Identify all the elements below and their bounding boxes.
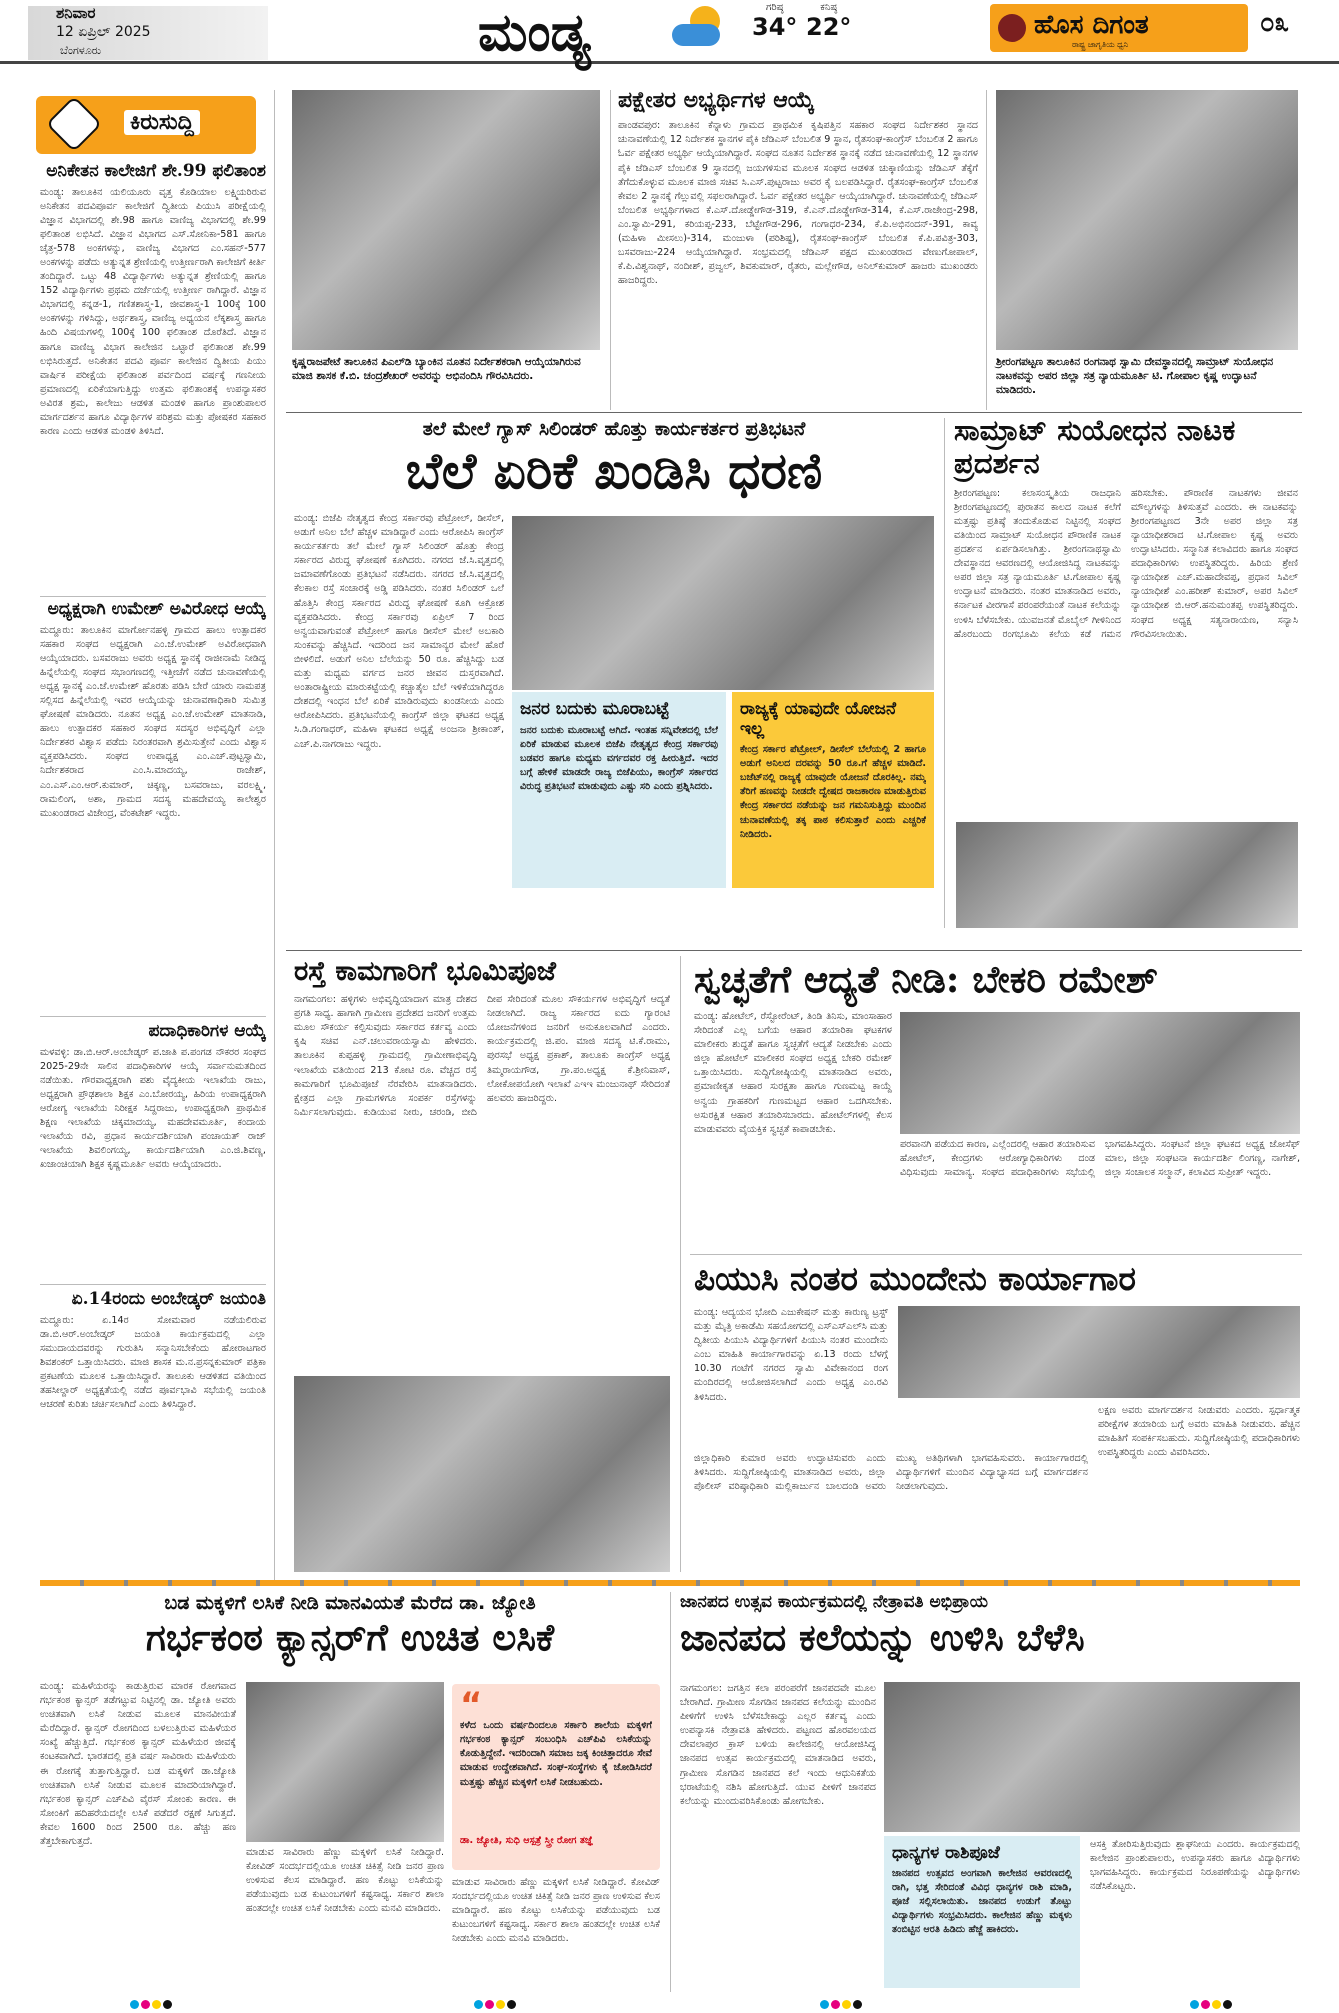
column-divider bbox=[670, 1592, 671, 1992]
clean-photo bbox=[900, 1012, 1300, 1134]
kiru-item bbox=[40, 1290, 266, 1546]
district-title: ಮಂಡ್ಯ bbox=[478, 2, 591, 63]
column-divider bbox=[986, 90, 987, 410]
kiru-item-body: ಮದ್ದೂರು: ಏ.14ರ ಸೋಮವಾರ ನಡೆಯಲಿರುವ ಡಾ.ಬಿ.ಆರ್.ಅಂಬೇಡ್ಕರ್ ಜಯಂತಿ ಕಾರ್ಯಕ್ರಮದಲ್ಲಿ ಎಲ್ಲಾ ಸಮುದಾಯದವರನ್ನು ಗುರುತಿಸಿ ಸನ್ಮಾನಿಸಬೇಕೆಂದು ಹೋರಾಟಗಾರ ಶಿವಶಂಕರ್ ಒತ್ತಾಯಿಸಿದರು. ಮಾಜಿ ಶಾಸಕ ಮ.ನ.ಪ್ರಸನ್ನಕುಮಾರ್ ಪತ್ರಿಕಾ ಪ್ರಕಟಣೆಯ ಮೂಲಕ ಒತ್ತಾಯಿಸಿದ್ದಾರೆ. ತಾಲೂಕು ಆಡಳಿತದ ವತಿಯಿಂದ ತಹಸೀಲ್ದಾರ್ ಅಧ್ಯಕ್ಷತೆಯಲ್ಲಿ ನಡೆದ ಪೂರ್ವಭಾವಿ ಸಭೆಯಲ್ಲಿ ಜಯಂತಿ ಆಚರಣೆ ಕುರಿತು ಚರ್ಚಿಸಲಾಗಿದೆ ಎಂದು ತಿಳಿಸಿದ್ದಾರೆ. bbox=[40, 1314, 266, 1411]
top-photo-1 bbox=[292, 90, 600, 350]
masthead-date: 12 ಏಪ್ರಿಲ್ 2025 bbox=[56, 24, 151, 40]
top-photo-1-caption: ಕೃಷ್ಣರಾಜಪೇಟೆ ತಾಲೂಕಿನ ಪಿಎಲ್‌ಡಿ ಬ್ಯಾಂಕಿನ ನೂತನ ನಿರ್ದೇಶಕರಾಗಿ ಆಯ್ಕೆಯಾಗಿರುವ ಮಾಜಿ ಶಾಸಕ ಕೆ.ಬಿ. ಚಂದ್ರಶೇಖರ್ ಅವರನ್ನು ಅಭಿನಂದಿಸಿ ಗೌರವಿಸಿದರು. bbox=[292, 355, 600, 383]
road-photo bbox=[294, 1376, 670, 1572]
print-dots bbox=[130, 1994, 174, 2013]
folk-body: ನಾಗಮಂಗಲ: ಜಗತ್ತಿನ ಕಲಾ ಪರಂಪರೆಗೆ ಜಾನಪದವೇ ಮೂಲ ಬೇರಾಗಿದೆ. ಗ್ರಾಮೀಣ ಸೊಗಡಿನ ಜಾನಪದ ಕಲೆಯನ್ನು ಮುಂದಿನ ಪೀಳಿಗೆಗೆ ಉಳಿಸಿ ಬೆಳೆಸಬೇಕಾದ್ದು ಎಲ್ಲರ ಕರ್ತವ್ಯ ಎಂದು ಉಪನ್ಯಾಸಕಿ ನೇತ್ರಾವತಿ ಹೇಳಿದರು. ಪಟ್ಟಣದ ಹೊರವಲಯದ ದೇವಲಾಪುರ ಕ್ರಾಸ್ ಬಳಿಯ ಕಾಲೇಜಿನಲ್ಲಿ ಆಯೋಜಿಸಿದ್ದ ಜಾನಪದ ಉತ್ಸವ ಕಾರ್ಯಕ್ರಮದಲ್ಲಿ ಮಾತನಾಡಿದ ಅವರು, ಗ್ರಾಮೀಣ ಸೊಗಡಿನ ಜಾನಪದ ಕಲೆ ಇಂದು ಆಧುನಿಕತೆಯ ಭರಾಟೆಯಲ್ಲಿ ನಶಿಸಿ ಹೋಗುತ್ತಿದೆ. ಯುವ ಪೀಳಿಗೆ ಜಾನಪದ ಕಲೆಯನ್ನು ಮುಂದುವರಿಸಿಕೊಂಡು ಹೋಗಬೇಕು. bbox=[680, 1683, 876, 1807]
kiru-item-body: ಮಳವಳ್ಳಿ: ಡಾ.ಬಿ.ಆರ್.ಅಂಬೇಡ್ಕರ್ ಪ.ಜಾತಿ ಪ.ಪಂಗಡ ನೌಕರರ ಸಂಘದ 2025-29ನೇ ಸಾಲಿನ ಪದಾಧಿಕಾರಿಗಳ ಆಯ್ಕೆ ಸರ್ವಾನುಮತದಿಂದ ನಡೆಯಿತು. ಗೌರವಾಧ್ಯಕ್ಷರಾಗಿ ಪಶು ವೈದ್ಯಕೀಯ ಇಲಾಖೆಯ ರಾಜು, ಅಧ್ಯಕ್ಷರಾಗಿ ಪ್ರೌಢಶಾಲಾ ಶಿಕ್ಷಕ ಎಂ.ಬೋರಯ್ಯ, ಹಿರಿಯ ಉಪಾಧ್ಯಕ್ಷರಾಗಿ ಆರೋಗ್ಯ ಇಲಾಖೆಯ ನಿರೀಕ್ಷಕ ಸಿದ್ದರಾಜು, ಉಪಾಧ್ಯಕ್ಷರಾಗಿ ಪ್ರಾಥಮಿಕ ಶಿಕ್ಷಣ ಇಲಾಖೆಯ ಚಿಕ್ಕಮಾದಯ್ಯ, ಮಹದೇವಮೂರ್ತಿ, ಕಂದಾಯ ಇಲಾಖೆಯ ರವಿ, ಪ್ರಧಾನ ಕಾರ್ಯದರ್ಶಿಯಾಗಿ ಪಂಚಾಯತ್ ರಾಜ್ ಇಲಾಖೆಯ ಶಿವಲಿಂಗಯ್ಯ, ಕಾರ್ಯದರ್ಶಿಯಾಗಿ ಎಂ.ಜಿ.ಶಿವಣ್ಣ, ಖಜಾಂಚಿಯಾಗಿ ಶಿಕ್ಷಕ ಕೃಷ್ಣಮೂರ್ತಿ ಅವರು ಆಯ್ಕೆಯಾದರು. bbox=[40, 1046, 266, 1171]
min-temp: ಕನಿಷ್ಠ 22° bbox=[806, 2, 852, 41]
puc-headline: ಪಿಯುಸಿ ನಂತರ ಮುಂದೇನು ಕಾರ್ಯಾಗಾರ bbox=[694, 1259, 1136, 1298]
top-story bbox=[618, 88, 978, 419]
protest-photo bbox=[512, 516, 934, 690]
clean-headline: ಸ್ವಚ್ಛತೆಗೆ ಆದ್ಯತೆ ನೀಡಿ: ಬೇಕರಿ ರಮೇಶ್ bbox=[694, 957, 1158, 1001]
kiru-item-body: ಮದ್ದೂರು: ತಾಲೂಕಿನ ಮಾರ್ಗೋನಹಳ್ಳಿ ಗ್ರಾಮದ ಹಾಲು ಉತ್ಪಾದಕರ ಸಹಕಾರ ಸಂಘದ ಅಧ್ಯಕ್ಷರಾಗಿ ಎಂ.ಜೆ.ಉಮೇಶ್ ಅವಿರೋಧವಾಗಿ ಆಯ್ಕೆಯಾದರು. ಬಸವರಾಜು ಅವರು ಅಧ್ಯಕ್ಷ ಸ್ಥಾನಕ್ಕೆ ರಾಜೀನಾಮೆ ನೀಡಿದ್ದ ಹಿನ್ನೆಲೆಯಲ್ಲಿ ಸಂಘದ ಸಭಾಂಗಣದಲ್ಲಿ ಇತ್ತೀಚೆಗೆ ನಡೆದ ಚುನಾವಣೆಯಲ್ಲಿ ಅಧ್ಯಕ್ಷ ಸ್ಥಾನಕ್ಕೆ ಎಂ.ಜೆ.ಉಮೇಶ್ ಹೊರತು ಪಡಿಸಿ ಬೇರೆ ಯಾರು ನಾಮಪತ್ರ ಸಲ್ಲಿಸದ ಹಿನ್ನೆಲೆಯಲ್ಲಿ ಇವರ ಆಯ್ಕೆಯನ್ನು ಚುನಾವಣಾಧಿಕಾರಿ ಸುಮಿತ್ರ ಘೋಷಣೆ ಮಾಡಿದರು. ನೂತನ ಅಧ್ಯಕ್ಷ ಎಂ.ಜೆ.ಉಮೇಶ್ ಮಾತನಾಡಿ, ಹಾಲು ಉತ್ಪಾದಕರ ಸಹಕಾರ ಸಂಘದ ಸದಸ್ಯರ ಅಭಿವೃದ್ಧಿಗೆ ಎಲ್ಲಾ ನಿರ್ದೇಶಕರ ವಿಶ್ವಾಸ ಪಡೆದು ನಿರಂತರವಾಗಿ ಶ್ರಮಿಸುತ್ತೇನೆ ಎಂದು ವಿಶ್ವಾಸ ವ್ಯಕ್ತಪಡಿಸಿದರು. ಸಂಘದ ಉಪಾಧ್ಯಕ್ಷ ಎಂ.ಎಚ್.ಪುಟ್ಟಸ್ವಾಮಿ, ನಿರ್ದೇಶಕರಾದ ಎಂ.ಸಿ.ಮಾದಯ್ಯ, ರಾಜೇಶ್, ಎಂ.ಎಸ್.ಎಂ.ಆರ್.ಕುಮಾರ್, ಚಿಕ್ಕಣ್ಣ, ಬಸವರಾಜು, ವರಲಕ್ಷ್ಮಿ, ರಾಮಲಿಂಗ, ಅಶಾ, ಗ್ರಾಮದ ಸದಸ್ಯ ಮಹದೇವಯ್ಯ ಕಾಲೇಶ್ವರ ಮುಖಂಡರಾದ ವಿಜೇಂದ್ರ, ವೆಂಕಟೇಶ್ ಇದ್ದರು. bbox=[40, 624, 266, 819]
protest-headline: ಬೆಲೆ ಏರಿಕೆ ಖಂಡಿಸಿ ಧರಣಿ bbox=[405, 441, 823, 500]
cancer-body: ಮಂಡ್ಯ: ಮಹಿಳೆಯರನ್ನು ಕಾಡುತ್ತಿರುವ ಮಾರಕ ರೋಗವಾದ ಗರ್ಭಕಂಠ ಕ್ಯಾನ್ಸರ್ ತಡೆಗಟ್ಟುವ ನಿಟ್ಟಿನಲ್ಲಿ ಡಾ. ಜ್ಯೋತಿ ಅವರು ಉಚಿತವಾಗಿ ಲಸಿಕೆ ನೀಡುವ ಮೂಲಕ ಮಾನವೀಯತೆ ಮೆರೆದಿದ್ದಾರೆ. ಕ್ಯಾನ್ಸರ್ ರೋಗದಿಂದ ಬಳಲುತ್ತಿರುವ ಮಹಿಳೆಯರ ಸಂಖ್ಯೆ ಹೆಚ್ಚುತ್ತಿದೆ. ಗರ್ಭಕಂಠ ಕ್ಯಾನ್ಸರ್ ಮಹಿಳೆಯರ ಜೀವಕ್ಕೆ ಕಂಟಕವಾಗಿದೆ. ಭಾರತದಲ್ಲಿ ಪ್ರತಿ ವರ್ಷ ಸಾವಿರಾರು ಮಹಿಳೆಯರು ಈ ರೋಗಕ್ಕೆ ತುತ್ತಾಗುತ್ತಿದ್ದಾರೆ. ಬಡ ಮಕ್ಕಳಿಗೆ ಡಾ.ಜ್ಯೋತಿ ಉಚಿತವಾಗಿ ಲಸಿಕೆ ನೀಡುವ ಮೂಲಕ ಮಾದರಿಯಾಗಿದ್ದಾರೆ. ಗರ್ಭಕಂಠ ಕ್ಯಾನ್ಸರ್ ಎಚ್‌ಪಿವಿ ವೈರಸ್ ಸೋಂಕು ಕಾರಣ. ಈ ಸೋಂಕಿಗೆ ಹದಿಹರೆಯದಲ್ಲೇ ಲಸಿಕೆ ಪಡೆದರೆ ರಕ್ಷಣೆ ಸಿಗುತ್ತದೆ. ಕೇವಲ 1600 ರಿಂದ 2500 ರೂ. ಹೆಚ್ಚು ಹಣ ತೆತ್ತಬೇಕಾಗುತ್ತದೆ. bbox=[40, 1681, 236, 1848]
puc-body-end: ಲಕ್ಷಣ ಅವರು ಮಾರ್ಗದರ್ಶನ ನೀಡುವರು ಎಂದರು. ಸ್ಪರ್ಧಾತ್ಮಕ ಪರೀಕ್ಷೆಗಳ ತಯಾರಿಯ ಬಗ್ಗೆ ಅವರು ಮಾಹಿತಿ ನೀಡುವರು. ಹೆಚ್ಚಿನ ಮಾಹಿತಿಗೆ ಸಂಪರ್ಕಿಸಬಹುದು. ಸುದ್ದಿಗೋಷ್ಠಿಯಲ್ಲಿ ಪದಾಧಿಕಾರಿಗಳು ಉಪಸ್ಥಿತರಿದ್ದರು ಎಂದು ವಿವರಿಸಿದರು. bbox=[1098, 1405, 1300, 1459]
info-box-body: ಜನರ ಬದುಕು ಮೂರಾಬಟ್ಟೆ ಆಗಿದೆ. ಇಂತಹ ಸನ್ನಿವೇಶದಲ್ಲಿ ಬೆಲೆ ಏರಿಕೆ ಮಾಡುವ ಮೂಲಕ ಬಿಜೆಪಿ ನೇತೃತ್ವದ ಕೇಂದ್ರ ಸರ್ಕಾರವು ಬಡವರ ಹಾಗೂ ಮಧ್ಯಮ ವರ್ಗದವರ ರಕ್ತ ಹೀರುತ್ತಿದೆ. ಇದರ ಬಗ್ಗೆ ಹೇಳಿಕೆ ಮಾಡದೇ ರಾಜ್ಯ ಬಿಜೆಪಿಯು, ಕಾಂಗ್ರೆಸ್ ಸರ್ಕಾರದ ವಿರುದ್ಧ ಪ್ರತಿಭಟನೆ ಮಾಡುವುದು ಎಷ್ಟು ಸರಿ ಎಂದು ಪ್ರಶ್ನಿಸಿದರು. bbox=[520, 724, 718, 792]
kiru-item bbox=[40, 600, 266, 976]
folk-box-body: ಜಾನಪದ ಉತ್ಸವದ ಅಂಗವಾಗಿ ಕಾಲೇಜಿನ ಆವರಣದಲ್ಲಿ ರಾಗಿ, ಭತ್ತ ಸೇರಿದಂತೆ ವಿವಿಧ ಧಾನ್ಯಗಳ ರಾಶಿ ಮಾಡಿ, ಪೂಜೆ ಸಲ್ಲಿಸಲಾಯಿತು. ಜಾನಪದ ಉಡುಗೆ ತೊಟ್ಟು ವಿದ್ಯಾರ್ಥಿಗಳು ಸಂಭ್ರಮಿಸಿದರು. ಕಾಲೇಜಿನ ಹೆಣ್ಣು ಮಕ್ಕಳು ತಂಬಿಟ್ಟಿನ ಆರತಿ ಹಿಡಿದು ಹೆಜ್ಜೆ ಹಾಕಿದರು. bbox=[892, 1867, 1072, 1935]
puc-body: ಮಂಡ್ಯ: ಆದ್ಯಯನ ಭೋದಿ ಎಜುಕೇಷನ್ ಮತ್ತು ಕಾರುಣ್ಯ ಟ್ರಸ್ಟ್ ಮತ್ತು ಮೈತ್ರಿ ಅಕಾಡೆಮಿ ಸಹಯೋಗದಲ್ಲಿ ಎಸ್‌ಎಸ್‌ಎಲ್‌ಸಿ ಮತ್ತು ದ್ವಿತೀಯ ಪಿಯುಸಿ ವಿದ್ಯಾರ್ಥಿಗಳಿಗೆ ಪಿಯುಸಿ ನಂತರ ಮುಂದೇನು ಎಂಬ ಮಾಹಿತಿ ಕಾರ್ಯಾಗಾರವನ್ನು ಏ.13 ರಂದು ಬೆಳಗ್ಗೆ 10.30 ಗಂಟೆಗೆ ನಗರದ ಸ್ವಾಮಿ ವಿವೇಕಾನಂದ ರಂಗ ಮಂದಿರದಲ್ಲಿ ಆಯೋಜಿಸಲಾಗಿದೆ ಎಂದು ಅಧ್ಯಕ್ಷ ಎಂ.ರವಿ ತಿಳಿಸಿದರು. bbox=[694, 1307, 888, 1403]
hand-icon bbox=[46, 96, 103, 153]
print-dots bbox=[474, 1994, 518, 2013]
kiru-item-head: ಪದಾಧಿಕಾರಿಗಳ ಆಯ್ಕೆ bbox=[148, 1021, 266, 1041]
top-photo-2-caption: ಶ್ರೀರಂಗಪಟ್ಟಣ ತಾಲೂಕಿನ ರಂಗನಾಥ ಸ್ವಾಮಿ ದೇವಸ್ಥಾನದಲ್ಲಿ ಸಾಮ್ರಾಟ್ ಸುಯೋಧನ ನಾಟಕವನ್ನು ಅಪರ ಜಿಲ್ಲಾ ಸತ್ರ ನ್ಯಾಯಮೂರ್ತಿ ಟಿ. ಗೋಪಾಲ ಕೃಷ್ಣ ಉದ್ಘಾಟನೆ ಮಾಡಿದರು. bbox=[996, 355, 1298, 398]
masthead-day: ಶನಿವಾರ bbox=[56, 4, 96, 22]
cancer-body-end: ಮಾಡುವ ಸಾವಿರಾರು ಹೆಣ್ಣು ಮಕ್ಕಳಿಗೆ ಲಸಿಕೆ ನೀಡಿದ್ದಾರೆ. ಕೋವಿಡ್ ಸಂದರ್ಭದಲ್ಲಿಯೂ ಉಚಿತ ಚಿಕಿತ್ಸೆ ನೀಡಿ ಜನರ ಪ್ರಾಣ ಉಳಿಸುವ ಕೆಲಸ ಮಾಡಿದ್ದಾರೆ. ಹಣ ಕೊಟ್ಟು ಲಸಿಕೆಯನ್ನು ಪಡೆಯುವುದು ಬಡ ಕುಟುಂಬಗಳಿಗೆ ಕಷ್ಟಸಾಧ್ಯ. ಸರ್ಕಾರ ಶಾಲಾ ಹಂತದಲ್ಲೇ ಉಚಿತ ಲಸಿಕೆ ನೀಡಬೇಕು ಎಂದು ಮನವಿ ಮಾಡಿದರು. bbox=[452, 1877, 660, 1945]
column-divider bbox=[610, 90, 611, 410]
protest-kicker: ತಲೆ ಮೇಲೆ ಗ್ಯಾಸ್ ಸಿಲಿಂಡರ್ ಹೊತ್ತು ಕಾರ್ಯಕರ್ತರ ಪ್ರತಿಭಟನೆ bbox=[422, 418, 806, 440]
divider bbox=[40, 1016, 266, 1017]
folk-kicker: ಜಾನಪದ ಉತ್ಸವ ಕಾರ್ಯಕ್ರಮದಲ್ಲಿ ನೇತ್ರಾವತಿ ಅಭಿಪ್ರಾಯ bbox=[680, 1592, 988, 1612]
protest-body: ಮಂಡ್ಯ: ಬಿಜೆಪಿ ನೇತೃತ್ವದ ಕೇಂದ್ರ ಸರ್ಕಾರವು ಪೆಟ್ರೋಲ್, ಡೀಸೆಲ್, ಅಡುಗೆ ಅನಿಲ ಬೆಲೆ ಹೆಚ್ಚಳ ಮಾಡಿದ್ದಾರೆ ಎಂದು ಆರೋಪಿಸಿ ಕಾಂಗ್ರೆಸ್ ಕಾರ್ಯಕರ್ತರು ತಲೆ ಮೇಲೆ ಗ್ಯಾಸ್ ಸಿಲಿಂಡರ್ ಹೊತ್ತು ಕೇಂದ್ರ ಸರ್ಕಾರದ ವಿರುದ್ಧ ಘೋಷಣೆ ಕೂಗಿದರು. ನಗರದ ಜೆ.ಸಿ.ವೃತ್ತದಲ್ಲಿ ಜಮಾವಣೆಗೊಂಡು ಪ್ರತಿಭಟನೆ ನಡೆಸಿದರು. ನಗರದ ಜೆ.ಸಿ.ವೃತ್ತದಲ್ಲಿ ಕೆಲಕಾಲ ರಸ್ತೆ ಸಂಚಾರಕ್ಕೆ ಅಡ್ಡಿ ಪಡಿಸಿದರು. ನಂತರ ಸಿಲಿಂಡರ್ ಒಲೆ ಹೊತ್ತಿಸಿ ಕೇಂದ್ರ ಸರ್ಕಾರದ ವಿರುದ್ಧ ಘೋಷಣೆ ಕೂಗಿ ಆಕ್ರೋಶ ವ್ಯಕ್ತಪಡಿಸಿದರು. ಕೇಂದ್ರ ಸರ್ಕಾರವು ಏಪ್ರಿಲ್ 7 ರಿಂದ ಅನ್ವಯವಾಗುವಂತೆ ಪೆಟ್ರೋಲ್ ಹಾಗೂ ಡೀಸೆಲ್ ಮೇಲೆ ಅಬಕಾರಿ ಸುಂಕವನ್ನು ಹೆಚ್ಚಿಸಿದೆ. ಇದರಿಂದ ಜನ ಸಾಮಾನ್ಯರ ಮೇಲೆ ಹೊರೆ ಬೀಳಲಿದೆ. ಅಡುಗೆ ಅನಿಲ ಬೆಲೆಯನ್ನು 50 ರೂ. ಹೆಚ್ಚಿಸಿದ್ದು ಬಡ ಮತ್ತು ಮಧ್ಯಮ ವರ್ಗದ ಜನರ ಜೀವನ ದುಸ್ತರವಾಗಿದೆ. ಅಂತಾರಾಷ್ಟ್ರೀಯ ಮಾರುಕಟ್ಟೆಯಲ್ಲಿ ಕಚ್ಚಾತೈಲ ಬೆಲೆ ಇಳಿಕೆಯಾಗಿದ್ದರೂ ದೇಶದಲ್ಲಿ ಇಂಧನ ಬೆಲೆ ಏರಿಕೆ ಮಾಡಿರುವುದು ಖಂಡನೀಯ ಎಂದು ಆರೋಪಿಸಿದರು. ಪ್ರತಿಭಟನೆಯಲ್ಲಿ ಕಾಂಗ್ರೆಸ್ ಜಿಲ್ಲಾ ಘಟಕದ ಅಧ್ಯಕ್ಷ ಸಿ.ಡಿ.ಗಂಗಾಧರ್, ಮಹಿಳಾ ಘಟಕದ ಅಧ್ಯಕ್ಷೆ ಅಂಜನಾ ಶ್ರೀಕಾಂತ್, ಎಚ್.ಪಿ.ನಾಗರಾಜು ಇದ್ದರು. bbox=[294, 513, 504, 750]
kiru-item bbox=[40, 162, 266, 466]
cancer-body-cont: ಮಾಡುವ ಸಾವಿರಾರು ಹೆಣ್ಣು ಮಕ್ಕಳಿಗೆ ಲಸಿಕೆ ನೀಡಿದ್ದಾರೆ. ಕೋವಿಡ್ ಸಂದರ್ಭದಲ್ಲಿಯೂ ಉಚಿತ ಚಿಕಿತ್ಸೆ ನೀಡಿ ಜನರ ಪ್ರಾಣ ಉಳಿಸುವ ಕೆಲಸ ಮಾಡಿದ್ದಾರೆ. ಹಣ ಕೊಟ್ಟು ಲಸಿಕೆಯನ್ನು ಪಡೆಯುವುದು ಬಡ ಕುಟುಂಬಗಳಿಗೆ ಕಷ್ಟಸಾಧ್ಯ. ಸರ್ಕಾರ ಶಾಲಾ ಹಂತದಲ್ಲೇ ಉಚಿತ ಲಸಿಕೆ ನೀಡಬೇಕು ಎಂದು ಮನವಿ ಮಾಡಿದರು. bbox=[246, 1847, 444, 1915]
masthead-city: ಬೆಂಗಳೂರು bbox=[60, 44, 102, 57]
info-box-blue bbox=[512, 692, 726, 888]
kiru-item bbox=[40, 1022, 266, 1274]
info-box-yellow bbox=[732, 692, 934, 888]
folk-info-box bbox=[884, 1836, 1080, 1988]
drama-headline: ಸಾಮ್ರಾಟ್ ಸುಯೋಧನ ನಾಟಕ ಪ್ರದರ್ಶನ bbox=[954, 413, 1236, 481]
masthead bbox=[0, 0, 1339, 64]
page-number: ೦೩ bbox=[1260, 8, 1290, 38]
top-story-body: ಪಾಂಡವಪುರ: ತಾಲೂಕಿನ ಕೆನ್ನಾಳು ಗ್ರಾಮದ ಪ್ರಾಥಮಿಕ ಕೃಷಿಪತ್ತಿನ ಸಹಕಾರ ಸಂಘದ ನಿರ್ದೇಶಕರ ಸ್ಥಾನದ ಚುನಾವಣೆಯಲ್ಲಿ 12 ನಿರ್ದೇಶಕ ಸ್ಥಾನಗಳ ಪೈಕಿ ಜೆಡಿಎಸ್ ಬೆಂಬಲಿತ 9 ಸ್ಥಾನ, ರೈತಸಂಘ-ಕಾಂಗ್ರೆಸ್ ಬೆಂಬಲಿತ 2 ಹಾಗೂ ಓರ್ವ ಪಕ್ಷೇತರ ಅಭ್ಯರ್ಥಿ ಆಯ್ಕೆಯಾಗಿದ್ದಾರೆ. ಸಂಘದ ನೂತನ ನಿರ್ದೇಶಕ ಸ್ಥಾನಕ್ಕೆ ನಡೆದ ಚುನಾವಣೆಯಲ್ಲಿ 12 ಸ್ಥಾನಗಳ ಪೈಕಿ ಜೆಡಿಎಸ್ ಬೆಂಬಲಿತ 9 ಸ್ಥಾನದಲ್ಲಿ ಜಯಗಳಿಸುವ ಮೂಲಕ ಸಂಘದ ಆಡಳಿತ ಚುಕ್ಕಾಣಿಯನ್ನು ಜೆಡಿಎಸ್ ತೆಕ್ಕೆಗೆ ತೆಗೆದುಕೊಳ್ಳುವ ಮೂಲಕ ಮಾಜಿ ಸಚಿವ ಸಿ.ಎಸ್.ಪುಟ್ಟರಾಜು ಅವರ ಕೈ ಬಲಪಡಿಸಿದ್ದಾರೆ. ರೈತಸಂಘ-ಕಾಂಗ್ರೆಸ್ ಬೆಂಬಲಿತ ಕೇವಲ 2 ಸ್ಥಾನಕ್ಕೆ ಗೆಲ್ಲುವಲ್ಲಿ ಸಫಲರಾಗಿದ್ದಾರೆ. ಓರ್ವ ಪಕ್ಷೇತರ ಅಭ್ಯರ್ಥಿ ಆಯ್ಕೆಯಾಗಿದ್ದಾರೆ. ಚುನಾವಣೆಯಲ್ಲಿ ಜೆಡಿಎಸ್ ಬೆಂಬಲಿತ ಅಭ್ಯರ್ಥಿಗಳಾದ ಕೆ.ಎಸ್.ದೋಡ್ಡೇಗೌಡ-319, ಕೆ.ಎನ್.ದೊಡ್ಡೇಗೌಡ-314, ಕೆ.ಎಸ್.ರಾಜೇಂದ್ರ-298, ಎಂ.ಸ್ವಾಮಿ-291, ಕರಿಯಪ್ಪ-233, ಬೆಟ್ಟೇಗೌಡ-296, ಗಂಗಾಧರ-234, ಕೆ.ಪಿ.ಅಭಿನಂದನ್-391, ಕಾವ್ಯ (ಮಹಿಳಾ ಮೀಸಲು)-314, ಮಂಜುಳಾ (ಪರಿಶಿಷ್ಟ), ರೈತಸಂಘ-ಕಾಂಗ್ರೆಸ್ ಬೆಂಬಲಿತ ಕೆ.ಪಿ.ಪವಿತ್ರ-303, ಬಸವರಾಜು-224 ಆಯ್ಕೆಯಾಗಿದ್ದಾರೆ. ಸಂಭ್ರಮದಲ್ಲಿ ಜೆಡಿಎಸ್ ಪಕ್ಷದ ಮುಖಂಡರಾದ ವೇಣುಗೋಪಾಲ್, ಕೆ.ಪಿ.ವಿಶ್ವನಾಥ್, ನಂದೀಶ್, ಪ್ರಜ್ವಲ್, ಶಿವಕುಮಾರ್, ರೈತರು, ಮಲ್ಲೇಗೌಡ, ಅನಿಲ್‌ಕುಮಾರ್ ಹಾಜರು ಮುಖಂಡರು ಹಾಜರಿದ್ದರು. bbox=[618, 120, 978, 287]
kiru-item-head: ಅನಿಕೇತನ ಕಾಲೇಜಿಗೆ ಶೇ.99 ಫಲಿತಾಂಶ bbox=[46, 161, 266, 181]
drama-story bbox=[954, 414, 1298, 817]
kiru-item-head: ಅಧ್ಯಕ್ಷರಾಗಿ ಉಮೇಶ್ ಅವಿರೋಧ ಆಯ್ಕೆ bbox=[47, 599, 266, 619]
kiru-suddi-title: ಕಿರುಸುದ್ದಿ bbox=[124, 110, 200, 135]
paper-logo-icon bbox=[998, 14, 1026, 42]
protest-story bbox=[294, 418, 934, 500]
folk-box-head: ಧಾನ್ಯಗಳ ರಾಶಿಪೂಜೆ bbox=[892, 1843, 1000, 1863]
paper-brand: ಹೊಸ ದಿಗಂತ ರಾಷ್ಟ್ರ ಜಾಗೃತಿಯ ಧ್ವನಿ bbox=[990, 4, 1248, 52]
divider bbox=[690, 1254, 1302, 1255]
cancer-kicker: ಬಡ ಮಕ್ಕಳಿಗೆ ಲಸಿಕೆ ನೀಡಿ ಮಾನವಿಯತೆ ಮೆರೆದ ಡಾ. ಜ್ಯೋತಿ bbox=[164, 1592, 536, 1614]
drama-body: ಶ್ರೀರಂಗಪಟ್ಟಣ: ಕಲಾಸಂಸ್ಕೃತಿಯ ರಾಜಧಾನಿ ಶ್ರೀರಂಗಪಟ್ಟಣದಲ್ಲಿ ಪುರಾತನ ಕಾಲದ ನಾಟಕ ಕಲೆಗೆ ಮತ್ತಷ್ಟು ಪ್ರತಿಷ್ಠೆ ತಂದುಕೊಡುವ ನಿಟ್ಟಿನಲ್ಲಿ ಸಂಘದ ವತಿಯಿಂದ ಸಾಮ್ರಾಟ್ ಸುಯೋಧನ ಪೌರಾಣಿಕ ನಾಟಕ ಪ್ರದರ್ಶನ ಏರ್ಪಡಿಸಲಾಗಿತ್ತು. ಶ್ರೀರಂಗನಾಥಸ್ವಾಮಿ ದೇವಸ್ಥಾನದ ಆವರಣದಲ್ಲಿ ಆಯೋಜಿಸಿದ್ದ ನಾಟಕವನ್ನು ಅಪರ ಜಿಲ್ಲಾ ಸತ್ರ ನ್ಯಾಯಮೂರ್ತಿ ಟಿ.ಗೋಪಾಲ ಕೃಷ್ಣ ಉದ್ಘಾಟನೆ ಮಾಡಿದರು. ನಂತರ ಮಾತನಾಡಿದ ಅವರು, ಕರ್ನಾಟಕ ವೀರಗಾಸೆ ಪರಂಪರೆಯಂತೆ ನಾಟಕ ಕಲೆಯನ್ನು ಉಳಿಸಿ ಬೆಳೆಸಬೇಕು. ಯುವಜನತೆ ಮೊಬೈಲ್ ಗೀಳಿನಿಂದ ಹೊರಬಂದು ರಂಗಭೂಮಿ ಕಲೆಯ ಕಡೆ ಗಮನ ಹರಿಸಬೇಕು. ಪೌರಾಣಿಕ ನಾಟಕಗಳು ಜೀವನ ಮೌಲ್ಯಗಳನ್ನು ತಿಳಿಸುತ್ತವೆ ಎಂದರು. ಈ ನಾಟಕವನ್ನು ಶ್ರೀರಂಗಪಟ್ಟಣದ 3ನೇ ಅಪರ ಜಿಲ್ಲಾ ಸತ್ರ ನ್ಯಾಯಾಧೀಶರಾದ ಟಿ.ಗೋಪಾಲ ಕೃಷ್ಣ ಅವರು ಉದ್ಘಾಟಿಸಿದರು. ಸನ್ಮಾನಿತ ಕಲಾವಿದರು ಹಾಗೂ ಸಂಘದ ಪದಾಧಿಕಾರಿಗಳು ಉಪಸ್ಥಿತರಿದ್ದರು. ಹಿರಿಯ ಶ್ರೇಣಿ ನ್ಯಾಯಾಧೀಶ ಎಚ್.ಮಹಾದೇವಪ್ಪ, ಪ್ರಧಾನ ಸಿವಿಲ್ ನ್ಯಾಯಾಧೀಶೆ ಎಂ.ಹರೀಶ್ ಕುಮಾರ್, ಅಪರ ಸಿವಿಲ್ ನ್ಯಾಯಾಧೀಶ ಬಿ.ಆರ್.ಹನುಮಂತಪ್ಪ ಉಪಸ್ಥಿತರಿದ್ದರು. ಸಂಘದ ಅಧ್ಯಕ್ಷ ಸತ್ಯನಾರಾಯಣ, ಸನ್ಯಾಸಿ ಗೌರವಿಸಲಾಯಿತು. bbox=[954, 487, 1298, 640]
column-divider bbox=[944, 418, 945, 928]
column-divider bbox=[680, 956, 681, 1572]
top-story-head: ಪಕ್ಷೇತರ ಅಭ್ಯರ್ಥಿಗಳ ಆಯ್ಕೆ bbox=[618, 87, 815, 113]
folk-story bbox=[680, 1592, 1300, 1659]
clean-body: ಮಂಡ್ಯ: ಹೋಟೆಲ್, ರೆಸ್ಟೋರೆಂಟ್, ತಿಂಡಿ ತಿನಿಸು, ಮಾಂಸಾಹಾರ ಸೇರಿದಂತೆ ಎಲ್ಲ ಬಗೆಯ ಆಹಾರ ತಯಾರಿಕಾ ಘಟಕಗಳ ಮಾಲೀಕರು ಶುದ್ಧತೆ ಹಾಗೂ ಸ್ವಚ್ಛತೆಗೆ ಆದ್ಯತೆ ನೀಡಬೇಕು ಎಂದು ಜಿಲ್ಲಾ ಹೋಟೆಲ್ ಮಾಲೀಕರ ಸಂಘದ ಅಧ್ಯಕ್ಷ ಬೇಕರಿ ರಮೇಶ್ ಒತ್ತಾಯಿಸಿದರು. ಸುದ್ದಿಗೋಷ್ಠಿಯಲ್ಲಿ ಮಾತನಾಡಿದ ಅವರು, ಪ್ರಮಾಣೀಕೃತ ಆಹಾರ ಸುರಕ್ಷತಾ ಹಾಗೂ ಗುಣಮಟ್ಟ ಕಾಯ್ದೆ ಅನ್ವಯ ಗ್ರಾಹಕರಿಗೆ ಗುಣಮಟ್ಟದ ಆಹಾರ ಒದಗಿಸಬೇಕು. ಅಸುರಕ್ಷಿತ ಆಹಾರ ತಯಾರಿಸಬಾರದು. ಹೋಟೆಲ್‌ಗಳಲ್ಲಿ ಕೆಲಸ ಮಾಡುವವರು ವೈಯಕ್ತಿಕ ಸ್ವಚ್ಛತೆ ಕಾಪಾಡಬೇಕು. bbox=[694, 1011, 892, 1135]
section-strip bbox=[40, 1580, 1300, 1586]
drama-photo bbox=[956, 822, 1298, 928]
kiru-item-body: ಮಂಡ್ಯ: ತಾಲೂಕಿನ ಯಲಿಯೂರು ವೃತ್ತ ಕೊಡಿಯಾಲ ಲಕ್ಷ್ಮಿಯರಿರುವ ಅನಿಕೇತನ ಪದವಿಪೂರ್ವ ಕಾಲೇಜಿಗೆ ದ್ವಿತೀಯ ಪಿಯುಸಿ ಪರೀಕ್ಷೆಯಲ್ಲಿ ವಿಜ್ಞಾನ ವಿಭಾಗದಲ್ಲಿ ಶೇ.98 ಹಾಗೂ ವಾಣಿಜ್ಯ ವಿಭಾಗದಲ್ಲಿ ಶೇ.99 ಫಲಿತಾಂಶ ಲಭಿಸಿದೆ. ವಿಜ್ಞಾನ ವಿಭಾಗದ ಎಸ್.ಸೋನಿಕಾ-581 ಹಾಗೂ ಚೈತ್ರ-578 ಅಂಕಗಳನ್ನು, ವಾಣಿಜ್ಯ ವಿಭಾಗದ ಎಂ.ಸಹನ್-577 ಅಂಕಗಳನ್ನು ಪಡೆದು ಅತ್ಯುನ್ನತ ಶ್ರೇಣಿಯಲ್ಲಿ ಉತ್ತೀರ್ಣರಾಗಿ ಕಾಲೇಜಿಗೆ ಕೀರ್ತಿ ತಂದಿದ್ದಾರೆ. ಒಟ್ಟು 48 ವಿದ್ಯಾರ್ಥಿಗಳು ಅತ್ಯುನ್ನತ ಶ್ರೇಣಿಯಲ್ಲಿ ಹಾಗೂ 152 ವಿದ್ಯಾರ್ಥಿಗಳು ಪ್ರಥಮ ದರ್ಜೆಯಲ್ಲಿ ಉತ್ತೀರ್ಣ ರಾಗಿದ್ದಾರೆ. ವಿಜ್ಞಾನ ವಿಭಾಗದಲ್ಲಿ ಕನ್ನಡ-1, ಗಣಿತಶಾಸ್ತ್ರ-1, ಜೀವಶಾಸ್ತ್ರ-1 100ಕ್ಕೆ 100 ಅಂಕಗಳನ್ನು ಗಳಿಸಿದ್ದು, ಅರ್ಥಶಾಸ್ತ್ರ, ವಾಣಿಜ್ಯ ಅಧ್ಯಯನ ಲೆಕ್ಕಶಾಸ್ತ್ರ ಹಾಗೂ ಹಿಂದಿ ವಿಷಯಗಳಲ್ಲಿ 100ಕ್ಕೆ 100 ಫಲಿತಾಂಶ ದೊರೆತಿದೆ. ವಿಜ್ಞಾನ ಹಾಗೂ ವಾಣಿಜ್ಯ ವಿಭಾಗ ಕಾಲೇಜಿನ ಒಟ್ಟಾರೆ ಫಲಿತಾಂಶ ಶೇ.99 ಲಭಿಸಿರುತ್ತದೆ. ಅನಿಕೇತನ ಪದವಿ ಪೂರ್ವ ಕಾಲೇಜಿನ ದ್ವಿತೀಯ ಪಿಯು ವಾರ್ಷಿಕ ಪರೀಕ್ಷೆಯ ಫಲಿತಾಂಶ ಪರ್ವದಿಂದ ವರ್ಷಕ್ಕೆ ಗಣನೀಯ ಪ್ರಮಾಣದಲ್ಲಿ ಏರಿಕೆಯಾಗುತ್ತಿದ್ದು ಉತ್ತಮ ಫಲಿತಾಂಶಕ್ಕೆ ಉಪನ್ಯಾಸಕರ ಅವಿರತ ಶ್ರಮ, ಕಾಲೇಜು ಆಡಳಿತ ಮಂಡಳಿ ಹಾಗೂ ಪ್ರಾಂಶುಪಾಲರ ಮಾರ್ಗದರ್ಶನ ಹಾಗೂ ವಿದ್ಯಾರ್ಥಿಗಳ ಪರಿಶ್ರಮ ಮತ್ತು ಪೋಷಕರ ಸಹಕಾರ ಕಾರಣ ಎಂದು ಆಡಳಿತ ಮಂಡಳಿ ತಿಳಿಸಿದೆ. bbox=[40, 186, 266, 438]
road-story bbox=[294, 956, 670, 1315]
kiru-item-head: ಏ.14ರಂದು ಅಂಬೇಡ್ಕರ್ ಜಯಂತಿ bbox=[71, 1289, 266, 1309]
quote-mark-icon: “ bbox=[460, 1685, 483, 1725]
folk-headline: ಜಾನಪದ ಕಲೆಯನ್ನು ಉಳಿಸಿ ಬೆಳೆಸಿ bbox=[680, 1615, 1085, 1659]
max-temp: ಗರಿಷ್ಠ 34° bbox=[752, 2, 798, 41]
quote-text: ಕಳೆದ ಒಂದು ವರ್ಷದಿಂದಲೂ ಸರ್ಕಾರಿ ಶಾಲೆಯ ಮಕ್ಕಳಿಗೆ ಗರ್ಭಕಂಠ ಕ್ಯಾನ್ಸರ್ ಸಂಬಂಧಿಸಿ ಎಚ್‌ಪಿವಿ ಲಸಿಕೆಯನ್ನು ಕೊಡುತ್ತಿದ್ದೇನೆ. ಇದರಿಂದಾಗಿ ಸಮಾಜ ಜಕ್ಕ ಕಿಂಚಿತ್ತಾದರೂ ಸೇವೆ ಮಾಡುವ ಉದ್ದೇಶವಾಗಿದೆ. ಸಂಘ-ಸಂಸ್ಥೆಗಳು ಕೈ ಜೋಡಿಸಿದರೆ ಮತ್ತಷ್ಟು ಹೆಚ್ಚಿನ ಮಕ್ಕಳಿಗೆ ಲಸಿಕೆ ನೀಡಬಹುದು. bbox=[460, 1720, 652, 1788]
folk-photo bbox=[884, 1682, 1300, 1832]
cloud-icon bbox=[672, 24, 720, 46]
quote-box bbox=[452, 1684, 660, 1870]
folk-body-cont: ಆಸಕ್ತಿ ತೋರಿಸುತ್ತಿರುವುದು ಶ್ಲಾಘನೀಯ ಎಂದರು. ಕಾರ್ಯಕ್ರಮದಲ್ಲಿ ಕಾಲೇಜಿನ ಪ್ರಾಂಶುಪಾಲರು, ಉಪನ್ಯಾಸಕರು ಹಾಗೂ ವಿದ್ಯಾರ್ಥಿಗಳು ಭಾಗವಹಿಸಿದ್ದರು. ಕಾರ್ಯಕ್ರಮದ ನಿರೂಪಣೆಯನ್ನು ವಿದ್ಯಾರ್ಥಿಗಳು ನಡೆಸಿಕೊಟ್ಟರು. bbox=[1090, 1839, 1300, 1893]
road-body: ನಾಗಮಂಗಲ: ಹಳ್ಳಿಗಳು ಅಭಿವೃದ್ಧಿಯಾದಾಗ ಮಾತ್ರ ದೇಶದ ಪ್ರಗತಿ ಸಾಧ್ಯ. ಹಾಗಾಗಿ ಗ್ರಾಮೀಣ ಪ್ರದೇಶದ ಜನರಿಗೆ ಉತ್ತಮ ಮೂಲ ಸೌಕರ್ಯ ಕಲ್ಪಿಸುವುದು ಸರ್ಕಾರದ ಕರ್ತವ್ಯ ಎಂದು ಕೃಷಿ ಸಚಿವ ಎನ್.ಚಲುವರಾಯಸ್ವಾಮಿ ಹೇಳಿದರು. ತಾಲೂಕಿನ ಕುಪ್ಪಹಳ್ಳಿ ಗ್ರಾಮದಲ್ಲಿ ಗ್ರಾಮೀಣಾಭಿವೃದ್ಧಿ ಇಲಾಖೆಯ ವತಿಯಿಂದ 213 ಕೋಟಿ ರೂ. ವೆಚ್ಚದ ರಸ್ತೆ ಕಾಮಗಾರಿಗೆ ಭೂಮಿಪೂಜೆ ನೆರವೇರಿಸಿ ಮಾತನಾಡಿದರು. ಕ್ಷೇತ್ರದ ಎಲ್ಲಾ ಗ್ರಾಮಗಳಿಗೂ ಸಂಪರ್ಕ ರಸ್ತೆಗಳನ್ನು ನಿರ್ಮಿಸಲಾಗುವುದು. ಕುಡಿಯುವ ನೀರು, ಚರಂಡಿ, ಬೀದಿ ದೀಪ ಸೇರಿದಂತೆ ಮೂಲ ಸೌಕರ್ಯಗಳ ಅಭಿವೃದ್ಧಿಗೆ ಆದ್ಯತೆ ನೀಡಲಾಗಿದೆ. ರಾಜ್ಯ ಸರ್ಕಾರದ ಐದು ಗ್ಯಾರಂಟಿ ಯೋಜನೆಗಳಿಂದ ಜನರಿಗೆ ಅನುಕೂಲವಾಗಿದೆ ಎಂದರು. ಕಾರ್ಯಕ್ರಮದಲ್ಲಿ ಜಿ.ಪಂ. ಮಾಜಿ ಸದಸ್ಯ ಟಿ.ಕೆ.ರಾಮು, ಪುರಸಭೆ ಅಧ್ಯಕ್ಷ ಪ್ರಕಾಶ್, ತಾಲೂಕು ಕಾಂಗ್ರೆಸ್ ಅಧ್ಯಕ್ಷ ತಿಮ್ಮರಾಯಗೌಡ, ಗ್ರಾ.ಪಂ.ಅಧ್ಯಕ್ಷ ಕೆ.ಶ್ರೀನಿವಾಸ್, ಲೋಕೋಪಯೋಗಿ ಇಲಾಖೆ ಎಇಇ ಮಂಜುನಾಥ್ ಸೇರಿದಂತೆ ಹಲವರು ಹಾಜರಿದ್ದರು. bbox=[294, 994, 670, 1118]
print-dots bbox=[820, 1994, 864, 2013]
divider bbox=[40, 1284, 266, 1285]
cancer-headline: ಗರ್ಭಕಂಠ ಕ್ಯಾನ್ಸರ್‌ಗೆ ಉಚಿತ ಲಸಿಕೆ bbox=[145, 1615, 555, 1659]
column-divider bbox=[274, 90, 275, 1580]
road-headline: ರಸ್ತೆ ಕಾಮಗಾರಿಗೆ ಭೂಮಿಪೂಜೆ bbox=[294, 956, 557, 987]
puc-body-cont: ಜಿಲ್ಲಾಧಿಕಾರಿ ಕುಮಾರ ಅವರು ಉದ್ಘಾಟಿಸುವರು ಎಂದು ತಿಳಿಸಿದರು. ಸುದ್ದಿಗೋಷ್ಠಿಯಲ್ಲಿ ಮಾತನಾಡಿದ ಅವರು, ಜಿಲ್ಲಾ ಪೊಲೀಸ್ ವರಿಷ್ಠಾಧಿಕಾರಿ ಮಲ್ಲಿಕಾರ್ಜುನ ಬಾಲದಂಡಿ ಅವರು ಮುಖ್ಯ ಅತಿಥಿಗಳಾಗಿ ಭಾಗವಹಿಸುವರು. ಕಾರ್ಯಾಗಾರದಲ್ಲಿ ವಿದ್ಯಾರ್ಥಿಗಳಿಗೆ ಮುಂದಿನ ವಿದ್ಯಾಭ್ಯಾಸದ ಬಗ್ಗೆ ಮಾರ್ಗದರ್ಶನ ನೀಡಲಾಗುವುದು. bbox=[694, 1453, 1088, 1493]
divider bbox=[40, 596, 266, 597]
cancer-story bbox=[40, 1592, 660, 1659]
print-dots bbox=[1190, 1994, 1234, 2013]
quote-author: ಡಾ. ಜ್ಯೋತಿ, ಸುಧಿ ಆಸ್ಪತ್ರೆ ಸ್ತ್ರೀ ರೋಗ ತಜ್ಞೆ bbox=[460, 1835, 594, 1847]
puc-photo bbox=[898, 1306, 1300, 1398]
info-box-head: ರಾಜ್ಯಕ್ಕೆ ಯಾವುದೇ ಯೋಜನೆ ಇಲ್ಲ bbox=[740, 699, 897, 739]
info-box-head: ಜನರ ಬದುಕು ಮೂರಾಬಟ್ಟೆ bbox=[520, 699, 670, 719]
kiru-suddi-banner bbox=[36, 96, 256, 154]
info-box-body: ಕೇಂದ್ರ ಸರ್ಕಾರ ಪೆಟ್ರೋಲ್, ಡೀಸೆಲ್ ಬೆಲೆಯಲ್ಲಿ 2 ಹಾಗೂ ಅಡುಗೆ ಅನಿಲದ ದರವನ್ನು 50 ರೂ.ಗೆ ಹೆಚ್ಚಳ ಮಾಡಿದೆ. ಬಜೆಟ್‌ನಲ್ಲಿ ರಾಜ್ಯಕ್ಕೆ ಯಾವುದೇ ಯೋಜನೆ ದೊರಕಿಲ್ಲ. ನಮ್ಮ ತೆರಿಗೆ ಹಣವನ್ನು ನೀಡದೇ ದ್ವೇಷದ ರಾಜಕಾರಣ ಮಾಡುತ್ತಿರುವ ಕೇಂದ್ರ ಸರ್ಕಾರದ ನಡೆಯನ್ನು ಜನ ಗಮನಿಸುತ್ತಿದ್ದು ಮುಂದಿನ ಚುನಾವಣೆಯಲ್ಲಿ ತಕ್ಕ ಪಾಠ ಕಲಿಸುತ್ತಾರೆ ಎಂದು ಎಚ್ಚರಿಕೆ ನೀಡಿದರು. bbox=[740, 744, 926, 840]
clean-body-cont: ಪರವಾನಗಿ ಪಡೆಯದ ಕಾರಣ, ಎಲ್ಲೆಂದರಲ್ಲಿ ಆಹಾರ ತಯಾರಿಸುವ ಹೋಟೆಲ್, ಕೇಂದ್ರಗಳು ಆರೋಗ್ಯಾಧಿಕಾರಿಗಳು ದಂಡ ವಿಧಿಸುವುದು ಸಾಮಾನ್ಯ. ಸಂಘದ ಪದಾಧಿಕಾರಿಗಳು ಸಭೆಯಲ್ಲಿ ಭಾಗವಹಿಸಿದ್ದರು. ಸಂಘಟನೆ ಜಿಲ್ಲಾ ಘಟಕದ ಅಧ್ಯಕ್ಷ ಜೋಸೆಫ್ ಮಾಲ, ಜಿಲ್ಲಾ ಸಂಘಟನಾ ಕಾರ್ಯದರ್ಶಿ ಲಿಂಗಣ್ಣ, ನಾಗೇಶ್, ಜಿಲ್ಲಾ ಸಂಚಾಲಕ ಸಲ್ಮಾನ್, ಕಲಾವಿದ ಸುಪ್ರೀತ್ ಇದ್ದರು. bbox=[900, 1139, 1300, 1179]
section-divider bbox=[286, 950, 1302, 951]
top-photo-2 bbox=[996, 90, 1298, 350]
cancer-photo bbox=[246, 1682, 444, 1842]
